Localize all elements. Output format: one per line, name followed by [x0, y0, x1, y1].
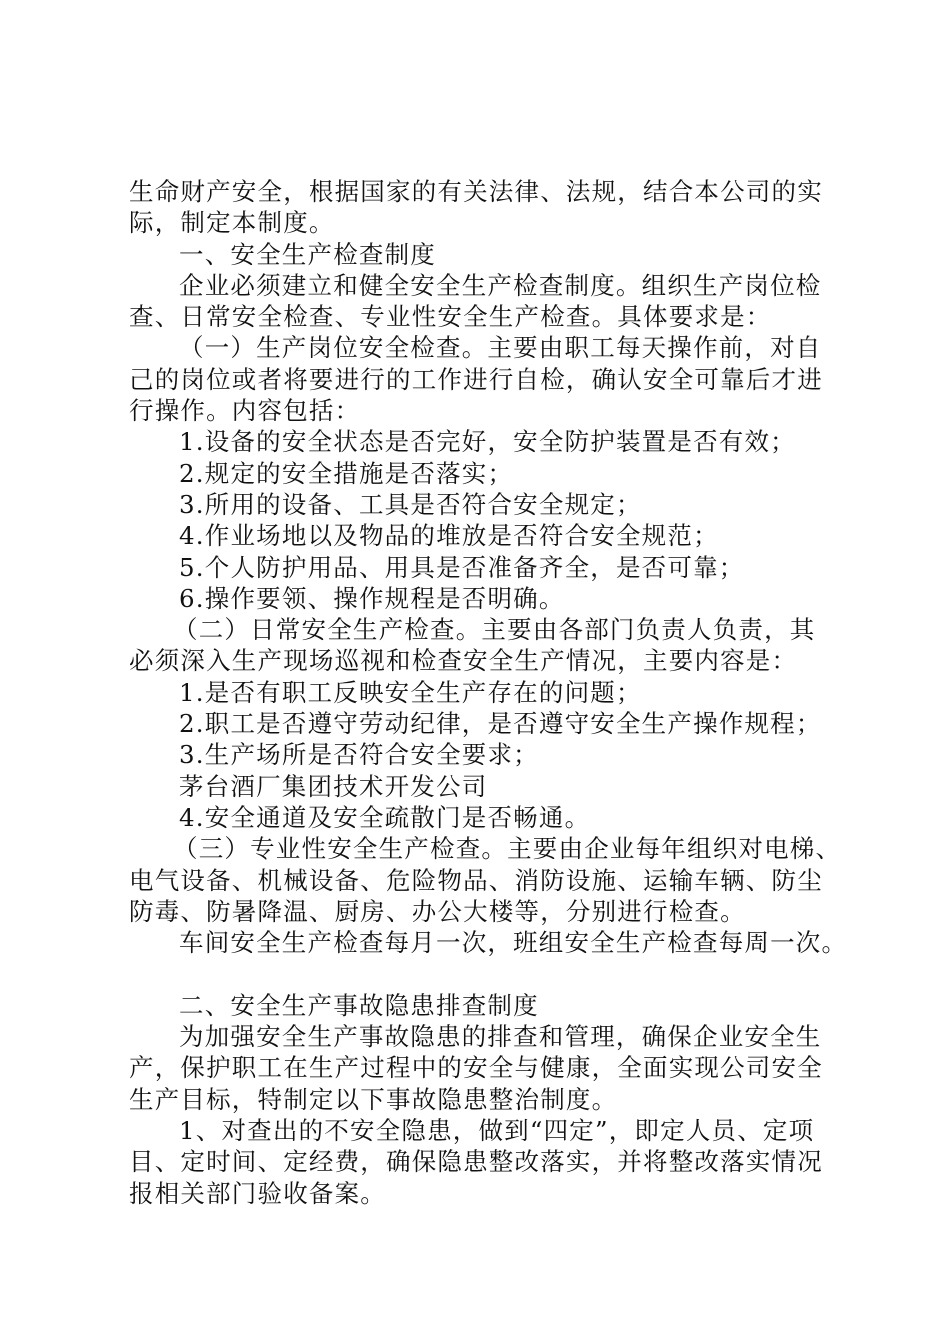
document-body [129, 176, 849, 1209]
text-line: 必须深入生产现场巡视和检查安全生产情况，主要内容是： [129, 646, 798, 676]
text-line: 行操作。内容包括： [129, 396, 361, 426]
text-line: 己的岗位或者将要进行的工作进行自检，确认安全可靠后才进 [129, 364, 823, 394]
text-line: 电气设备、机械设备、危险物品、消防设施、运输车辆、防尘 [129, 865, 823, 895]
text-line: 为加强安全生产事故隐患的排查和管理，确保企业安全生 [179, 1022, 822, 1052]
text-line: 际，制定本制度。 [129, 208, 335, 238]
text-line: 报相关部门验收备案。 [129, 1178, 386, 1208]
text-line: （二）日常安全生产检查。主要由各部门负责人负责，其 [173, 615, 816, 645]
watermark-text: 茅台酒厂集团技术开发公司 [179, 771, 488, 801]
list-item: 1、对查出的不安全隐患，做到“四定”，即定人员、定项 [179, 1115, 815, 1145]
text-line: （一）生产岗位安全检查。主要由职工每天操作前，对自 [179, 333, 822, 363]
list-item: 5.个人防护用品、用具是否准备齐全，是否可靠； [179, 552, 745, 582]
list-item: 1.是否有职工反映安全生产存在的问题； [179, 677, 642, 707]
list-item: 4.安全通道及安全疏散门是否畅通。 [179, 802, 591, 832]
list-item: 4.作业场地以及物品的堆放是否符合安全规范； [179, 521, 719, 551]
list-item: 3.生产场所是否符合安全要求； [179, 740, 539, 770]
text-line: 产，保护职工在生产过程中的安全与健康，全面实现公司安全 [129, 1053, 823, 1083]
text-line: 查、日常安全检查、专业性安全生产检查。具体要求是： [129, 302, 772, 332]
text-line: 防毒、防暑降温、厨房、办公大楼等，分别进行检查。 [129, 896, 746, 926]
text-line: 生命财产安全，根据国家的有关法律、法规，结合本公司的实 [129, 177, 823, 206]
list-item: 2.职工是否遵守劳动纪律，是否遵守安全生产操作规程； [179, 709, 822, 739]
text-line: 生产目标，特制定以下事故隐患整治制度。 [129, 1084, 618, 1114]
paragraph-gap [129, 958, 849, 989]
list-item: 1.设备的安全状态是否完好，安全防护装置是否有效； [179, 427, 796, 457]
text-line: 目、定时间、定经费，确保隐患整改落实，并将整改落实情况 [129, 1147, 823, 1177]
list-item: 6.操作要领、操作规程是否明确。 [179, 583, 565, 613]
text-line: （三）专业性安全生产检查。主要由企业每年组织对电梯、 [173, 834, 842, 864]
section-heading: 二、安全生产事故隐患排查制度 [179, 990, 539, 1020]
text-line: 车间安全生产检查每月一次，班组安全生产检查每周一次。 [179, 928, 848, 958]
section-heading: 一、安全生产检查制度 [179, 239, 436, 269]
list-item: 2.规定的安全措施是否落实； [179, 458, 514, 488]
list-item: 3.所用的设备、工具是否符合安全规定； [179, 489, 642, 519]
text-line: 企业必须建立和健全安全生产检查制度。组织生产岗位检 [179, 270, 822, 300]
